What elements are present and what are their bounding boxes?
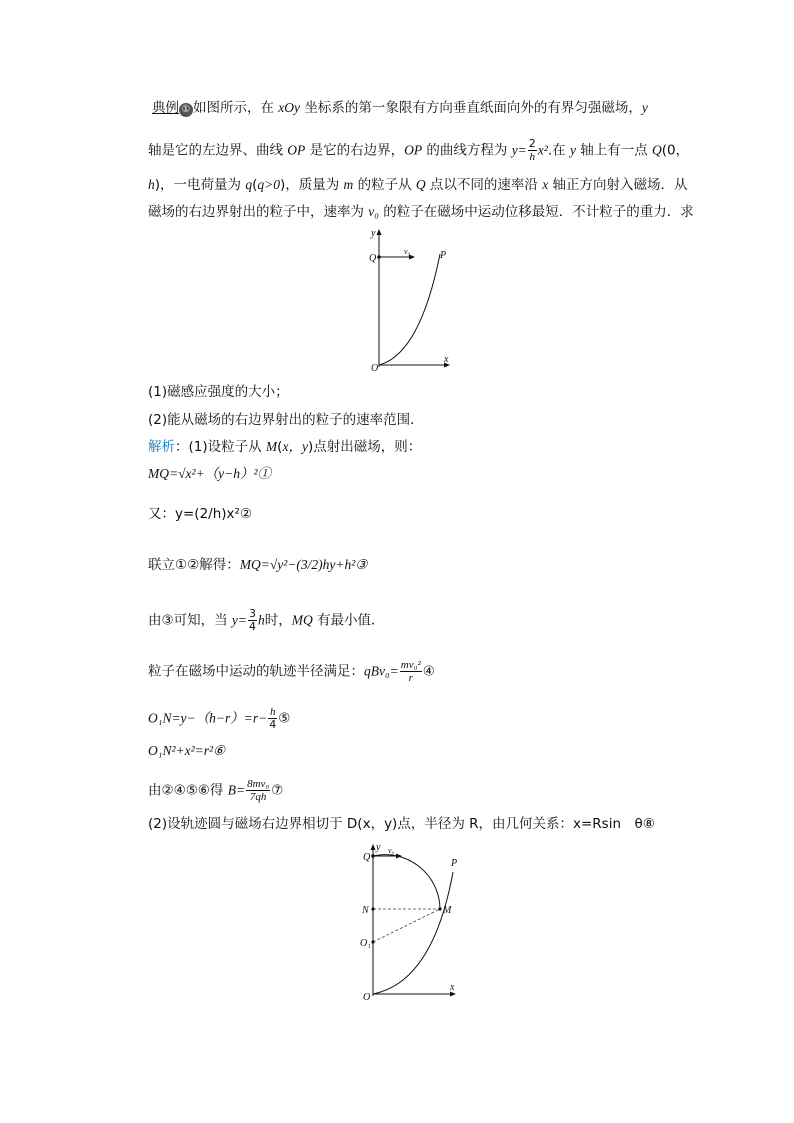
example-line-2: 轴是它的左边界、曲线 OP 是它的右边界，OP 的曲线方程为 y= $\frac{2}{h}$ x².在 y 轴上有一点 Q(0， — [148, 137, 690, 163]
solution-line-8: O₁N²+x²=r²⑥ — [148, 743, 226, 758]
figure-1-y-arrow — [377, 229, 382, 235]
example-line-3: h)，一电荷量为 q(q>0)，质量为 m 的粒子从 Q 点以不同的速率沿 x 轴正方向射入磁场．从 — [148, 177, 688, 193]
figure-2-point-o1 — [371, 940, 374, 943]
figure-2-curve-op — [373, 872, 453, 994]
figure-1-label-q: Q — [369, 253, 377, 264]
question-2: (2)能从磁场的右边界射出的粒子的速率范围． — [148, 412, 424, 428]
figure-2-velocity-arrowhead — [396, 854, 402, 859]
figure-1-label-x: x — [444, 354, 449, 365]
question-1: (1)磁感应强度的大小； — [148, 384, 289, 400]
solution-line-10: (2)设轨迹圆与磁场右边界相切于 D(x，y)点，半径为 R，由几何关系：x=Rsin θ⑧ — [148, 816, 655, 832]
figure-2-trajectory-arc — [373, 855, 440, 909]
figure-2-dashed-o1m — [373, 909, 440, 942]
solution-line-9: 由②④⑤⑥得 B= $\frac{\text{8mv₀}}{7qh}$ ⑦ — [148, 778, 284, 803]
example-number-badge: ① — [179, 103, 193, 117]
figure-2-label-x: x — [450, 982, 455, 993]
figure-2-label-v0: v₀ — [388, 846, 395, 855]
example-line-4: 磁场的右边界射出的粒子中，速率为 v₀ 的粒子在磁场中运动位移最短．不计粒子的重力．求 — [148, 204, 694, 220]
figure-1-curve-op — [379, 254, 440, 365]
solution-equation-1: MQ=√x²+（y−h）²① — [148, 466, 272, 481]
solution-line-5: 由③可知，当 y= $\frac{3}{4}$ h时，MQ 有最小值． — [148, 607, 385, 633]
solution-equation-3: 联立①②解得：MQ=√y²−(3/2)hy+h²③ — [148, 557, 368, 573]
figure-2-label-p: P — [451, 858, 458, 869]
fraction: $\frac{h}{4}$ — [269, 706, 277, 731]
figure-1-label-y: y — [371, 228, 376, 239]
figure-2-point-m — [438, 907, 441, 910]
example-tag: 典例 — [152, 100, 179, 116]
figure-1-label-o: O — [371, 363, 379, 374]
solution-line-1: 解析：(1)设粒子从 M(x，y)点射出磁场，则： — [148, 439, 422, 455]
figure-2-y-arrow — [371, 844, 376, 850]
figure-1-label-p: P — [440, 250, 447, 261]
figure-2-label-m: M — [443, 905, 452, 916]
figure-2-label-q: Q — [363, 852, 371, 863]
figure-2-label-n: N — [362, 905, 369, 916]
example-line-1: 典例 ① 如图所示，在 xOy 坐标系的第一象限有方向垂直纸面向外的有界匀强磁场，y — [152, 100, 648, 116]
solution-line-7: O₁N=y−（h−r）=r− $\frac{h}{4}$ ⑤ — [148, 706, 291, 731]
fraction: $\frac{2}{h}$ — [528, 137, 536, 163]
figure-2-label-o: O — [363, 992, 371, 1003]
solution-label: 解析 — [148, 439, 175, 455]
figure-1-diagram — [360, 224, 460, 374]
figure-2-point-n — [371, 907, 374, 910]
fraction: $\frac{3}{4}$ — [249, 607, 257, 633]
figure-1-label-v0: v₀ — [404, 247, 411, 256]
fraction: $\frac{\text{8mv₀}}{7qh}$ — [247, 778, 270, 803]
solution-equation-2: 又：y=(2/h)x²② — [148, 506, 253, 522]
figure-2-label-y: y — [376, 842, 381, 853]
figure-2-diagram — [358, 842, 468, 1004]
solution-line-6: 粒子在磁场中运动的轨迹半径满足：qBv₀= $\frac{\text{mv₀²}}{r}$ ④ — [148, 659, 435, 684]
figure-2-point-q — [371, 854, 375, 858]
figure-2-label-o1: O₁ — [360, 938, 371, 949]
fraction: $\frac{\text{mv₀²}}{r}$ — [400, 659, 421, 684]
